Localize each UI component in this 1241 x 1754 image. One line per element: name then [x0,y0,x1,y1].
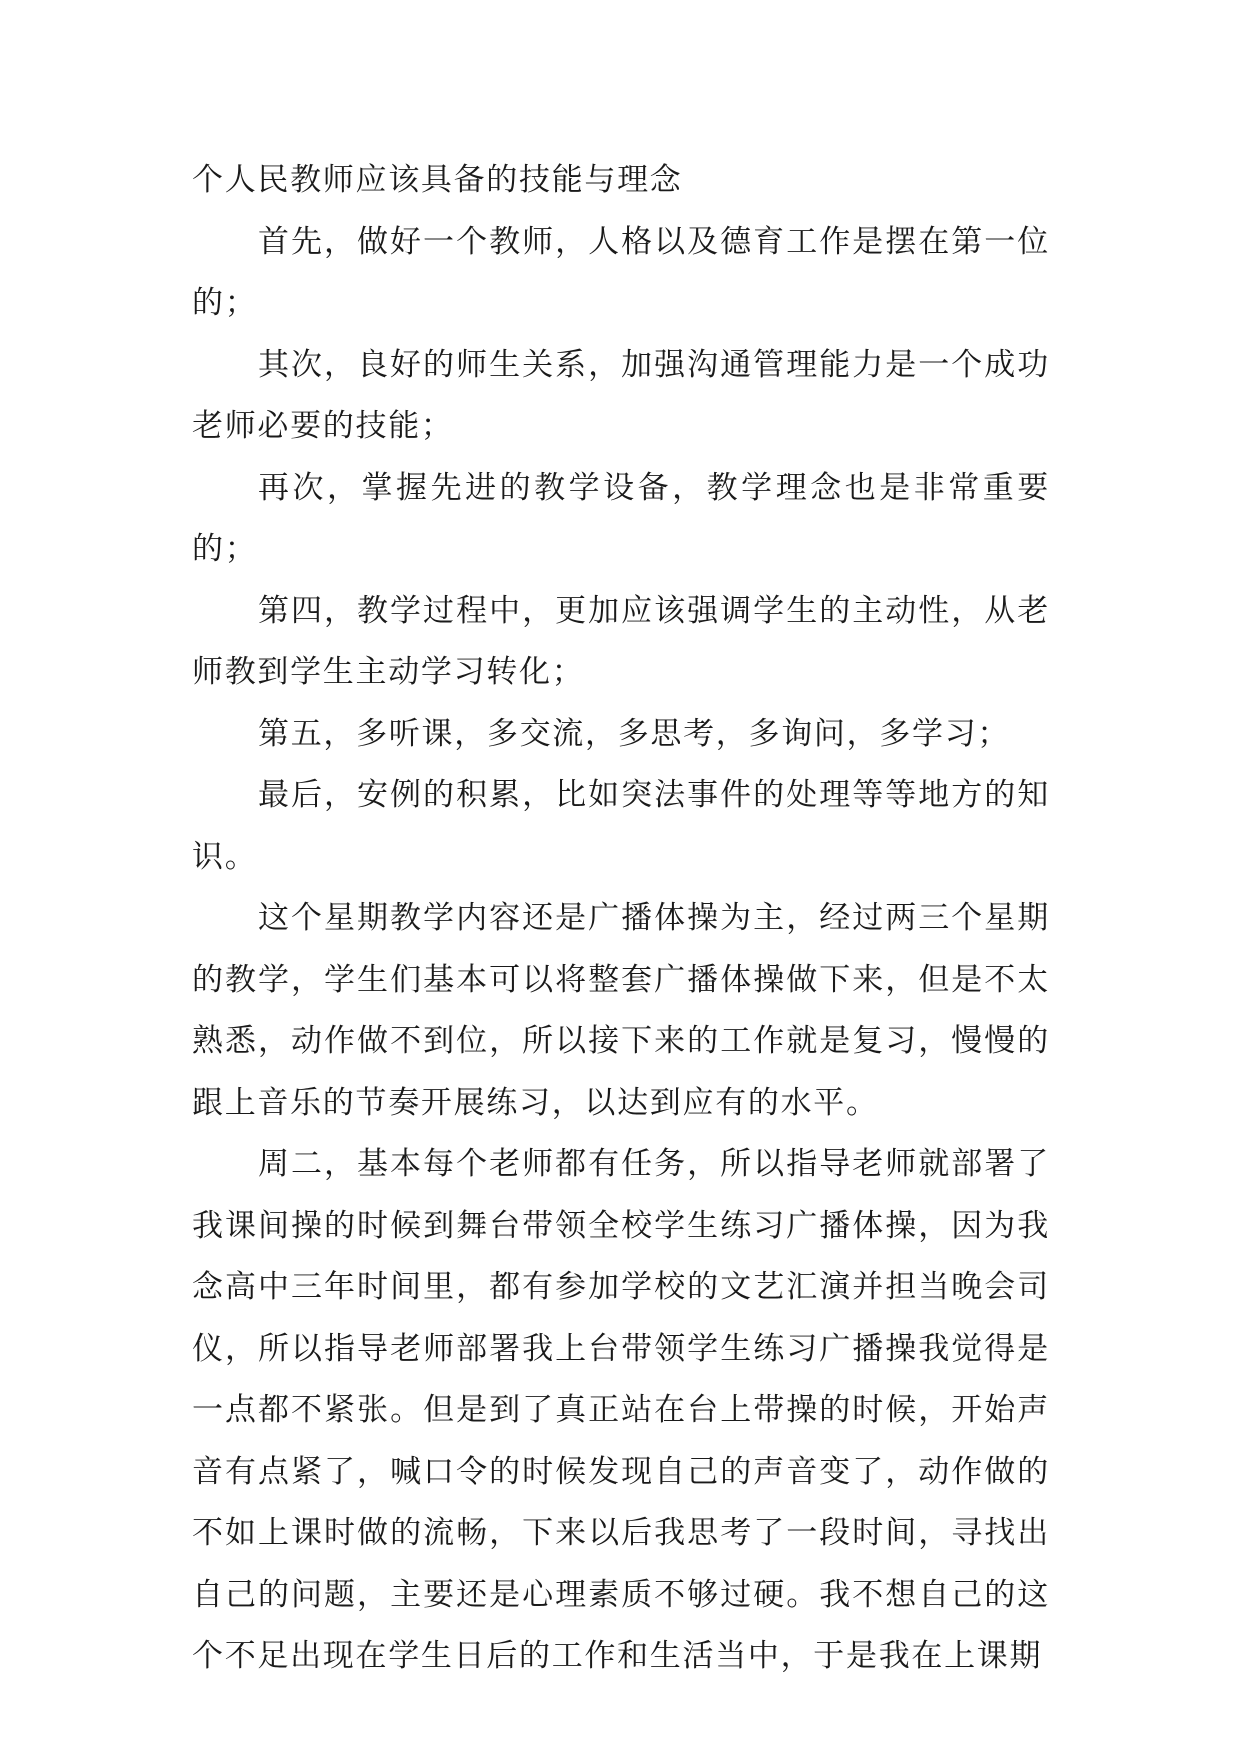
paragraph-fifth: 第五，多听课，多交流，多思考，多询问，多学习； [258,715,1011,752]
paragraph-second: 其次，良好的师生关系，加强沟通管理能力是一个成功老师必要的技能； [192,346,1050,444]
paragraph-heading-line: 个人民教师应该具备的技能与理念 [192,162,683,198]
paragraph-tuesday: 周二，基本每个老师都有任务，所以指导老师就部署了我课间操的时候到舞台带领全校学生练习广播体操，因为我念高中三年时间里，都有参加学校的文艺汇演并担当晚会司仪，所以指导老师部署我上台带领学生练习广播操我觉得是一点都不紧张。但是到了真正站在台上带操的时候，开始声音有点紧了，喊口令的时候发现自己的声音变了，动作做的不如上课时做的流畅，下来以后我思考了一段时间，寻找出自己的问题，主要还是心理素质不够过硬。我不想自己的这个不足出现在学生日后的工作和生活当中，于是我在上课期 [192,1146,1050,1674]
document-body [192,150,1050,1688]
paragraph-first: 首先，做好一个教师，人格以及德育工作是摆在第一位的； [192,223,1050,321]
paragraph-last-point: 最后，安例的积累，比如突法事件的处理等等地方的知识。 [192,777,1050,875]
paragraph-weekly-content: 这个星期教学内容还是广播体操为主，经过两三个星期的教学，学生们基本可以将整套广播体操做下来，但是不太熟悉，动作做不到位，所以接下来的工作就是复习，慢慢的跟上音乐的节奏开展练习，以达到应有的水平。 [192,900,1050,1121]
paragraph-third: 再次，掌握先进的教学设备，教学理念也是非常重要的； [192,469,1050,567]
paragraph-fourth: 第四，教学过程中，更加应该强调学生的主动性，从老师教到学生主动学习转化； [192,592,1050,690]
